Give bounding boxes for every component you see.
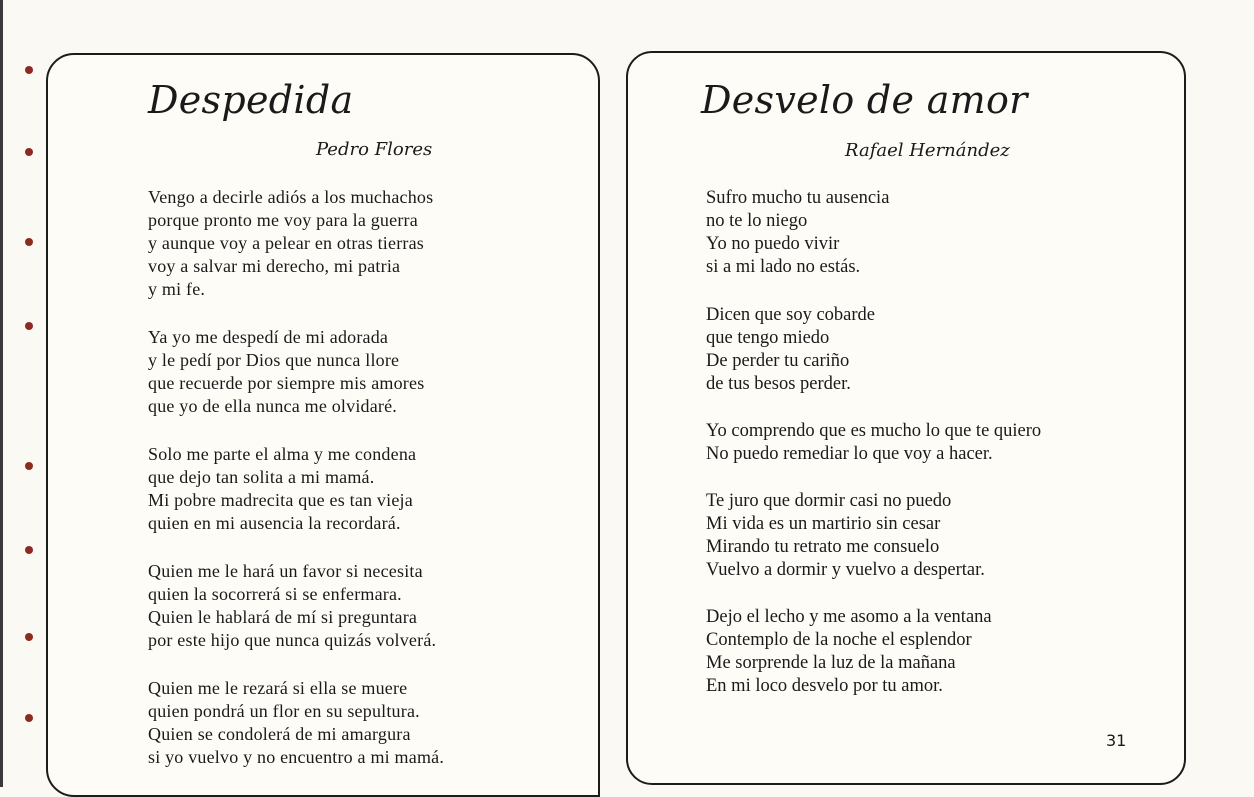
verse-line: y mi fe.: [148, 279, 206, 299]
verse-line: Dicen que soy cobarde: [706, 305, 876, 325]
verse-line: si yo vuelvo y no encuentro a mi mamá.: [148, 747, 445, 767]
verse-line: y aunque voy a pelear en otras tierras: [148, 233, 424, 253]
stanza: [148, 677, 444, 769]
verse-line: Sufro mucho tu ausencia: [706, 188, 890, 208]
verse-line: Yo no puedo vivir: [706, 234, 840, 254]
poem-title: Despedida: [148, 78, 354, 122]
stanza: [706, 304, 875, 396]
verse-line: Me sorprende la luz de la mañana: [706, 653, 956, 673]
stanza: [148, 443, 416, 535]
stanza: [148, 186, 433, 301]
binder-hole-mark: [25, 238, 33, 246]
verse-line: Ya yo me despedí de mi adorada: [148, 327, 389, 347]
verse-line: que dejo tan solita a mi mamá.: [148, 467, 375, 487]
verse-line: Dejo el lecho y me asomo a la ventana: [706, 607, 992, 627]
verse-line: quien en mi ausencia la recordará.: [148, 513, 401, 533]
page-number: 31: [1106, 731, 1127, 750]
verse-line: si a mi lado no estás.: [706, 257, 861, 277]
binder-hole-mark: [25, 462, 33, 470]
binder-hole-mark: [25, 714, 33, 722]
verse-line: voy a salvar mi derecho, mi patria: [148, 256, 401, 276]
verse-line: Contemplo de la noche el esplendor: [706, 630, 972, 650]
binding-edge: [0, 0, 3, 787]
verse-line: Quien se condolerá de mi amargura: [148, 724, 411, 744]
poem-author: Pedro Flores: [316, 139, 433, 160]
binder-hole-mark: [25, 148, 33, 156]
verse-line: Mi pobre madrecita que es tan vieja: [148, 490, 413, 510]
binder-hole-mark: [25, 546, 33, 554]
poem-author: Rafael Hernández: [845, 140, 1010, 161]
stanza: [706, 420, 1041, 466]
verse-line: que tengo miedo: [706, 328, 830, 348]
verse-line: Quien me le hará un favor si necesita: [148, 561, 423, 581]
binder-hole-mark: [25, 322, 33, 330]
verse-line: No puedo remediar lo que voy a hacer.: [706, 444, 993, 464]
verse-line: Vuelvo a dormir y vuelvo a despertar.: [706, 560, 985, 580]
verse-line: quien pondrá un flor en su sepultura.: [148, 701, 420, 721]
binder-hole-mark: [25, 633, 33, 641]
verse-line: Yo comprendo que es mucho lo que te quiero: [706, 421, 1042, 441]
verse-line: De perder tu cariño: [706, 351, 850, 371]
verse-line: Te juro que dormir casi no puedo: [706, 491, 952, 511]
verse-line: En mi loco desvelo por tu amor.: [706, 676, 943, 696]
stanza: [706, 490, 985, 582]
verse-line: Vengo a decirle adiós a los muchachos: [148, 187, 434, 207]
stanza: [148, 326, 424, 418]
verse-line: Mi vida es un martirio sin cesar: [706, 514, 941, 534]
stanza: [706, 606, 992, 698]
verse-line: quien la socorrerá si se enfermara.: [148, 584, 402, 604]
stanza: [148, 560, 436, 652]
verse-line: por este hijo que nunca quizás volverá.: [148, 630, 437, 650]
verse-line: Mirando tu retrato me consuelo: [706, 537, 940, 557]
verse-line: que yo de ella nunca me olvidaré.: [148, 396, 398, 416]
verse-line: Quien me le rezará si ella se muere: [148, 678, 408, 698]
verse-line: Quien le hablará de mí si preguntara: [148, 607, 418, 627]
verse-line: y le pedí por Dios que nunca llore: [148, 350, 400, 370]
verse-line: no te lo niego: [706, 211, 808, 231]
verse-line: de tus besos perder.: [706, 374, 851, 394]
poem-title: Desvelo de amor: [701, 78, 1028, 122]
verse-line: que recuerde por siempre mis amores: [148, 373, 425, 393]
verse-line: porque pronto me voy para la guerra: [148, 210, 418, 230]
stanza: [706, 187, 889, 279]
binder-hole-mark: [25, 66, 33, 74]
verse-line: Solo me parte el alma y me condena: [148, 444, 417, 464]
